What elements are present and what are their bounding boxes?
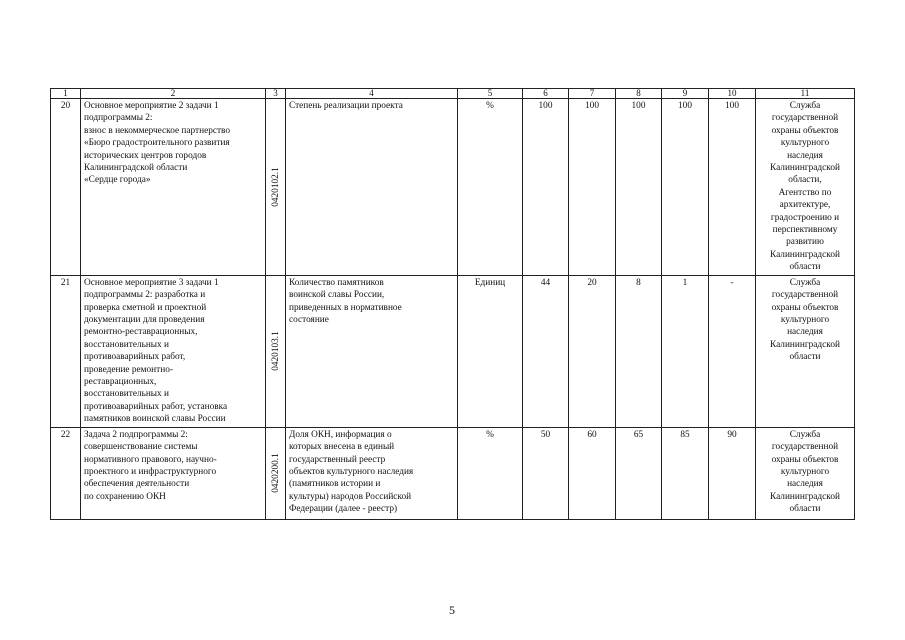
activity-cell-line: по сохранению ОКН [84, 491, 166, 502]
activity-cell-line: противоаварийных работ, [84, 352, 186, 363]
table-row [51, 99, 855, 276]
table-row [51, 275, 855, 427]
page-number: 5 [449, 603, 455, 617]
responsible-cell-line: государственной [771, 442, 839, 453]
column-header: 4 [286, 89, 458, 99]
indicator-cell-line: состояние [289, 314, 329, 325]
responsible-cell-line: Калининградской [770, 339, 840, 350]
indicator-cell [286, 427, 458, 519]
activity-cell-line: Калининградской области [84, 163, 188, 174]
activity-cell-line: Задача 2 подпрограммы 2: [84, 429, 188, 440]
responsible-cell-line: культурного [780, 314, 830, 325]
row-number: 22 [51, 427, 81, 519]
responsible-cell-line: области [789, 262, 821, 273]
activity-cell-line: восстановительных и [84, 339, 169, 350]
activity-cell-line: ремонтно-реставрационных, [84, 327, 198, 338]
activity-cell-line: проектного и инфраструктурного [84, 466, 217, 477]
column-header: 8 [616, 89, 662, 99]
code-cell [266, 427, 286, 519]
activity-cell-line: взнос в некоммерческое партнерство [84, 125, 231, 136]
responsible-cell-line: государственной [771, 113, 839, 124]
value-cell: 100 [709, 99, 756, 276]
indicator-table [50, 88, 855, 520]
indicator-cell-line: объектов культурного наследия [289, 466, 414, 477]
activity-cell-line: обеспечения деятельности [84, 479, 190, 490]
table-row [51, 427, 855, 519]
responsible-cell-line: Служба [789, 429, 821, 440]
value-cell: 8 [616, 275, 662, 427]
activity-cell-line: «Сердце города» [84, 175, 151, 186]
activity-cell [81, 275, 266, 427]
indicator-cell [286, 275, 458, 427]
responsible-cell-line: наследия [787, 150, 823, 161]
budget-code: 0420103.1 [270, 331, 281, 371]
activity-cell-line: Основное мероприятие 2 задачи 1 [84, 101, 219, 111]
column-header: 9 [662, 89, 709, 99]
value-cell: - [709, 275, 756, 427]
indicator-cell-line: воинской славы России, [289, 290, 385, 301]
responsible-cell [756, 275, 855, 427]
responsible-cell-line: наследия [787, 327, 823, 338]
column-header: 7 [569, 89, 616, 99]
responsible-cell-line: Калининградской [770, 249, 840, 260]
unit-cell: Единиц [458, 275, 523, 427]
value-cell: 100 [569, 99, 616, 276]
indicator-cell-line: которых внесена в единый [289, 442, 395, 453]
column-header: 3 [266, 89, 286, 99]
activity-cell-line: памятников воинской славы России [84, 414, 226, 425]
header-row [51, 89, 855, 99]
value-cell: 100 [662, 99, 709, 276]
activity-cell-line: подпрограммы 2: [84, 113, 153, 124]
responsible-cell-line: развитию [786, 237, 824, 248]
activity-cell-line: документации для проведения [84, 314, 205, 325]
activity-cell-line: подпрограммы 2: разработка и [84, 290, 206, 301]
indicator-cell-line: культуры) народов Российской [289, 491, 412, 502]
column-header: 2 [81, 89, 266, 99]
indicator-cell-line: Федерации (далее - реестр) [289, 504, 398, 515]
activity-cell [81, 99, 266, 276]
indicator-cell-line: (памятников истории и [289, 479, 381, 490]
responsible-cell-line: Калининградской [770, 491, 840, 502]
activity-cell-line: Основное мероприятие 3 задачи 1 [84, 277, 219, 288]
activity-cell [81, 427, 266, 519]
row-number: 20 [51, 99, 81, 276]
unit-cell: % [458, 99, 523, 276]
activity-cell-line: исторических центров городов [84, 150, 207, 161]
unit-cell: % [458, 427, 523, 519]
activity-cell-line: проверка сметной и проектной [84, 302, 207, 313]
value-cell: 65 [616, 427, 662, 519]
activity-cell-line: реставрационных, [84, 376, 157, 387]
code-cell [266, 275, 286, 427]
indicator-cell-line: Степень реализации проекта [289, 101, 403, 111]
row-number: 21 [51, 275, 81, 427]
value-cell: 50 [523, 427, 569, 519]
activity-cell-line: проведение ремонтно- [84, 364, 173, 375]
activity-cell-line: противоаварийных работ, установка [84, 401, 228, 412]
value-cell: 20 [569, 275, 616, 427]
column-header: 1 [51, 89, 81, 99]
responsible-cell-line: области [789, 504, 821, 515]
responsible-cell-line: градостроению и [770, 212, 840, 223]
code-cell [266, 99, 286, 276]
responsible-cell [756, 427, 855, 519]
budget-code: 0420200.1 [270, 453, 281, 493]
activity-cell-line: «Бюро градостроительного развития [84, 138, 230, 149]
responsible-cell-line: культурного [780, 138, 830, 149]
indicator-cell [286, 99, 458, 276]
value-cell: 85 [662, 427, 709, 519]
column-header: 6 [523, 89, 569, 99]
column-header: 10 [709, 89, 756, 99]
value-cell: 100 [616, 99, 662, 276]
responsible-cell-line: охраны объектов [771, 125, 839, 136]
value-cell: 90 [709, 427, 756, 519]
column-header: 11 [756, 89, 855, 99]
responsible-cell-line: культурного [780, 466, 830, 477]
responsible-cell-line: Агентство по [778, 187, 832, 198]
value-cell: 1 [662, 275, 709, 427]
responsible-cell [756, 99, 855, 276]
responsible-cell-line: Служба [789, 277, 821, 288]
activity-cell-line: совершенствование системы [84, 442, 198, 453]
value-cell: 100 [523, 99, 569, 276]
responsible-cell-line: государственной [771, 290, 839, 301]
responsible-cell-line: охраны объектов [771, 302, 839, 313]
table-body [51, 89, 855, 520]
indicator-cell-line: Количество памятников [289, 277, 384, 288]
responsible-cell-line: перспективному [772, 225, 838, 236]
indicator-cell-line: приведенных в нормативное [289, 302, 402, 313]
responsible-cell-line: Служба [789, 101, 821, 111]
activity-cell-line: восстановительных и [84, 389, 169, 400]
indicator-cell-line: Доля ОКН, информация о [289, 429, 392, 440]
column-header: 5 [458, 89, 523, 99]
responsible-cell-line: области, [788, 175, 822, 186]
budget-code: 0420102.1 [270, 167, 281, 207]
responsible-cell-line: области [789, 352, 821, 363]
responsible-cell-line: архитектуре, [779, 200, 831, 211]
indicator-cell-line: государственный реестр [289, 454, 386, 465]
activity-cell-line: нормативного правового, научно- [84, 454, 217, 465]
responsible-cell-line: Калининградской [770, 163, 840, 174]
responsible-cell-line: наследия [787, 479, 823, 490]
value-cell: 44 [523, 275, 569, 427]
responsible-cell-line: охраны объектов [771, 454, 839, 465]
value-cell: 60 [569, 427, 616, 519]
